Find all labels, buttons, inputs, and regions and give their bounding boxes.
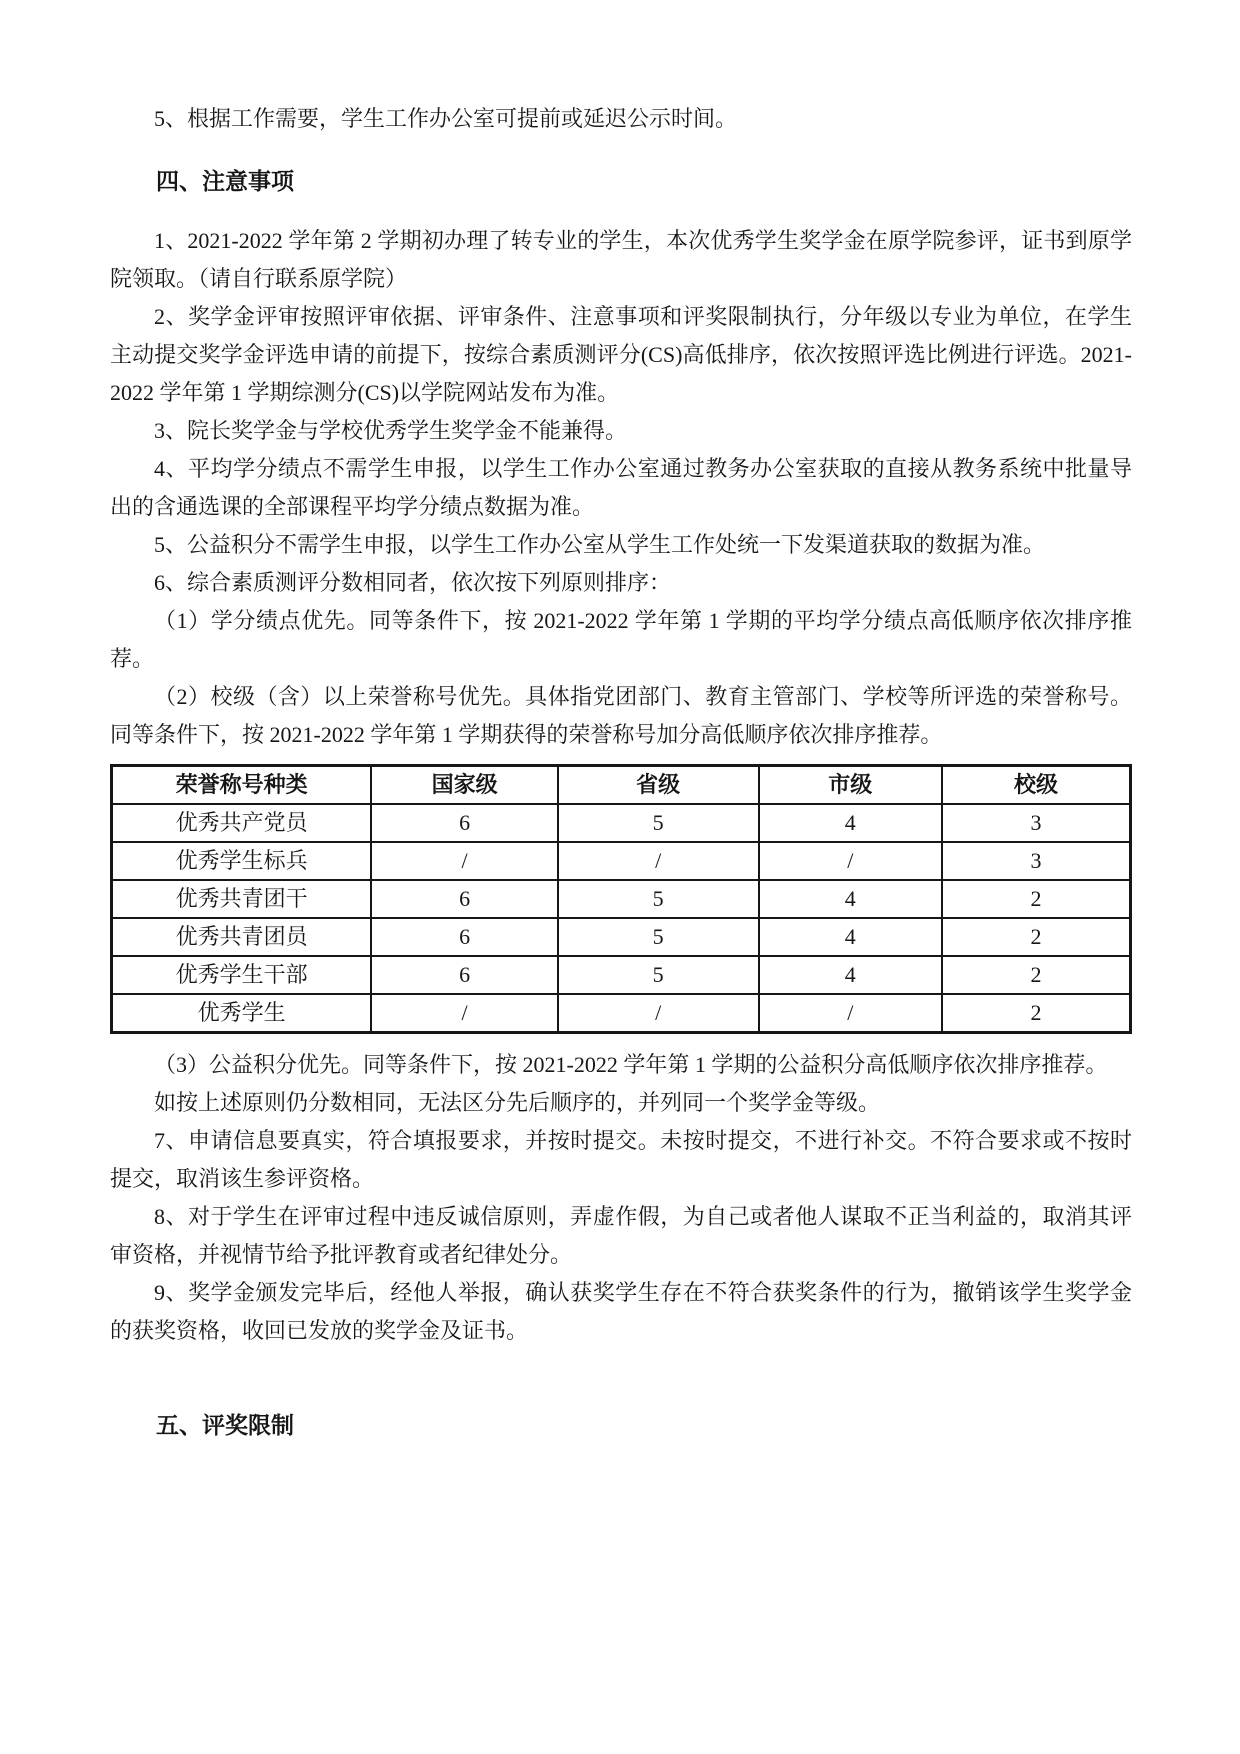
- para-note-4: 4、平均学分绩点不需学生申报，以学生工作办公室通过教务办公室获取的直接从教务系统中批量导出的含通选课的全部课程平均学分绩点数据为准。: [110, 456, 1132, 519]
- para-note-6-sub1: （1）学分绩点优先。同等条件下，按 2021-2022 学年第 1 学期的平均学分绩点高低顺序依次排序推荐。: [110, 608, 1132, 671]
- table-cell: 3: [942, 842, 1131, 880]
- table-cell: 优秀共青团员: [112, 918, 372, 956]
- para-note-1: 1、2021-2022 学年第 2 学期初办理了转专业的学生，本次优秀学生奖学金在原学院参评，证书到原学院领取。（请自行联系原学院）: [110, 228, 1132, 291]
- table-header-school: 校级: [942, 766, 1131, 805]
- table-cell: 5: [558, 956, 759, 994]
- para-note-6-sub3: （3）公益积分优先。同等条件下，按 2021-2022 学年第 1 学期的公益积分高低顺序依次排序推荐。: [154, 1052, 1108, 1077]
- para-publicity-time: 5、根据工作需要，学生工作办公室可提前或延迟公示时间。: [154, 106, 738, 131]
- table-cell: 5: [558, 804, 759, 842]
- table-cell: 5: [558, 880, 759, 918]
- table-header-honor-type: 荣誉称号种类: [112, 766, 372, 805]
- table-cell: 优秀共青团干: [112, 880, 372, 918]
- table-cell: 5: [558, 918, 759, 956]
- para-note-5: 5、公益积分不需学生申报，以学生工作办公室从学生工作处统一下发渠道获取的数据为准。: [154, 532, 1046, 557]
- heading-notes: 四、注意事项: [156, 168, 294, 194]
- table-row: [112, 956, 1131, 994]
- table-header-city: 市级: [759, 766, 942, 805]
- para-note-6-sub2: （2）校级（含）以上荣誉称号优先。具体指党团部门、教育主管部门、学校等所评选的荣誉称号。同等条件下，按 2021-2022 学年第 1 学期获得的荣誉称号加分高低顺序依次排序推荐。: [110, 684, 1132, 747]
- table-row: [112, 804, 1131, 842]
- table-cell: /: [759, 994, 942, 1033]
- table-cell: /: [558, 842, 759, 880]
- table-cell: 优秀学生干部: [112, 956, 372, 994]
- para-note-8: 8、对于学生在评审过程中违反诚信原则，弄虚作假，为自己或者他人谋取不正当利益的，取消其评审资格，并视情节给予批评教育或者纪律处分。: [110, 1204, 1132, 1267]
- table-cell: 4: [759, 918, 942, 956]
- table-row: [112, 842, 1131, 880]
- table-header-province: 省级: [558, 766, 759, 805]
- table-cell: /: [759, 842, 942, 880]
- table-row: [112, 918, 1131, 956]
- para-note-7: 7、申请信息要真实，符合填报要求，并按时提交。未按时提交，不进行补交。不符合要求或不按时提交，取消该生参评资格。: [110, 1128, 1132, 1191]
- para-note-9: 9、奖学金颁发完毕后，经他人举报，确认获奖学生存在不符合获奖条件的行为，撤销该学生奖学金的获奖资格，收回已发放的奖学金及证书。: [110, 1280, 1132, 1343]
- honor-points-table: [110, 764, 1132, 1034]
- heading-award-limits: 五、评奖限制: [156, 1412, 294, 1438]
- table-cell: 4: [759, 804, 942, 842]
- table-cell: 2: [942, 880, 1131, 918]
- table-cell: 6: [371, 918, 557, 956]
- table-cell: 4: [759, 956, 942, 994]
- table-cell: 6: [371, 880, 557, 918]
- table-cell: /: [371, 842, 557, 880]
- para-note-2: 2、奖学金评审按照评审依据、评审条件、注意事项和评奖限制执行，分年级以专业为单位，在学生主动提交奖学金评选申请的前提下，按综合素质测评分(CS)高低排序，依次按照评选比例进行评选。2021-2022 学年第 1 学期综测分(CS)以学院网站发布为准。: [110, 304, 1132, 405]
- para-note-6: 6、综合素质测评分数相同者，依次按下列原则排序：: [154, 570, 672, 595]
- table-cell: 6: [371, 956, 557, 994]
- table-row: [112, 880, 1131, 918]
- table-cell: 4: [759, 880, 942, 918]
- table-row: [112, 994, 1131, 1033]
- table-cell: 2: [942, 994, 1131, 1033]
- table-cell: 3: [942, 804, 1131, 842]
- table-cell: 2: [942, 956, 1131, 994]
- table-cell: 2: [942, 918, 1131, 956]
- table-cell: /: [371, 994, 557, 1033]
- para-tie-rule: 如按上述原则仍分数相同，无法区分先后顺序的，并列同一个奖学金等级。: [154, 1090, 881, 1115]
- table-cell: 优秀学生: [112, 994, 372, 1033]
- table-cell: 优秀共产党员: [112, 804, 372, 842]
- para-note-3: 3、院长奖学金与学校优秀学生奖学金不能兼得。: [154, 418, 628, 443]
- table-cell: 6: [371, 804, 557, 842]
- table-cell: /: [558, 994, 759, 1033]
- table-header-national: 国家级: [371, 766, 557, 805]
- table-header-row: [112, 766, 1131, 805]
- table-cell: 优秀学生标兵: [112, 842, 372, 880]
